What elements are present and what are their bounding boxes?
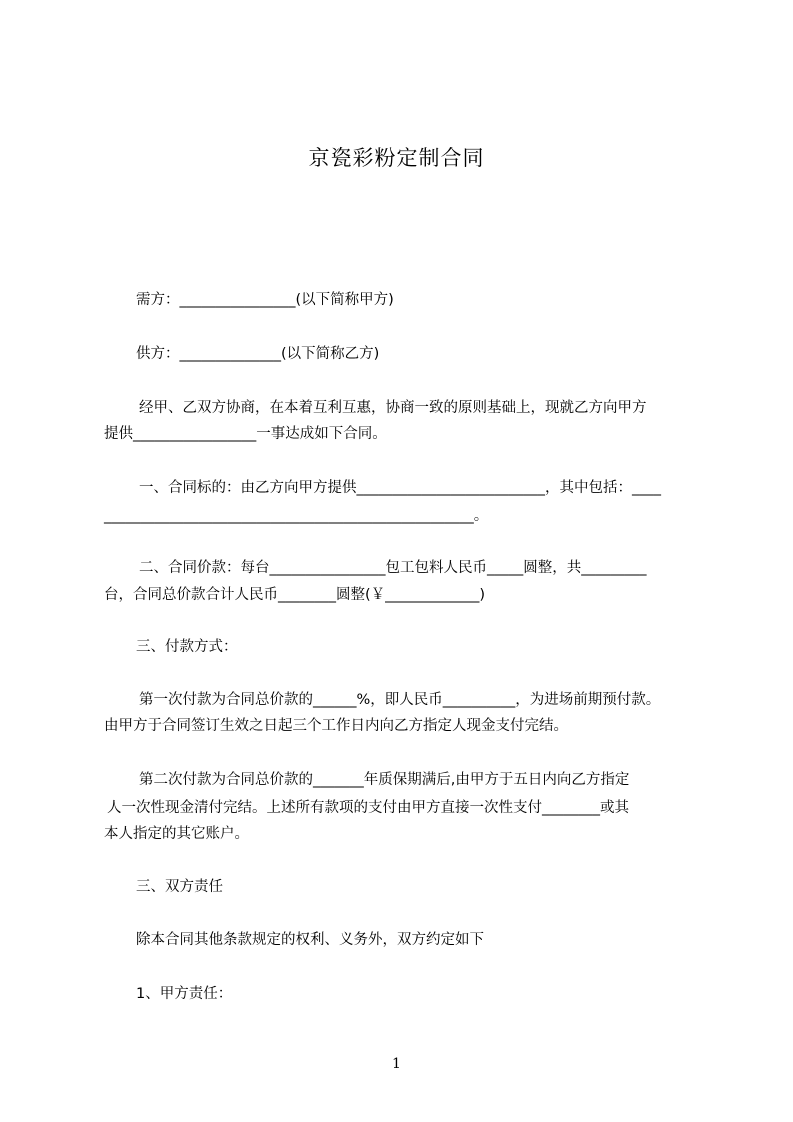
clause-2-line-1: 二、合同价款：每台________________包工包料人民币_____圆整，共_________ (139, 560, 647, 576)
clause-1-line-1: 一、合同标的：由乙方向甲方提供__________________________，其中包括：____ (139, 480, 661, 496)
payment-1-line-2: 由甲方于合同签订生效之日起三个工作日内向乙方指定人现金支付完结。 (104, 718, 568, 734)
clause-2-line-2: 台，合同总价款合计人民币________圆整(￥_____________) (104, 587, 486, 603)
responsibility-intro: 除本合同其他条款规定的权利、义务外，双方约定如下 (136, 932, 484, 948)
responsibility-heading: 三、双方责任 (136, 879, 223, 895)
page-number: 1 (392, 1056, 401, 1072)
buyer-line: 需方：________________(以下简称甲方) (136, 292, 394, 308)
payment-2-line-2: 人一次性现金清付完结。上述所有款项的支付由甲方直接一次性支付________或其 (107, 800, 629, 816)
clause-3-heading: 三、付款方式： (136, 639, 238, 655)
contract-title: 京瓷彩粉定制合同 (308, 146, 485, 170)
clause-1-line-2: ___________________________________________________。 (104, 508, 489, 524)
party-a-responsibility-heading: 1、甲方责任： (136, 986, 233, 1002)
preamble-line-1: 经甲、乙双方协商，在本着互利互惠，协商一致的原则基础上，现就乙方向甲方 (139, 400, 647, 416)
supplier-line: 供方：______________(以下简称乙方) (136, 346, 380, 362)
preamble-line-2: 提供_________________一事达成如下合同。 (104, 426, 387, 442)
payment-1-line-1: 第一次付款为合同总价款的______%，即人民币__________，为进场前期预付款。 (139, 692, 661, 708)
payment-2-line-1: 第二次付款为合同总价款的_______年质保期满后,由甲方于五日内向乙方指定 (139, 772, 630, 788)
payment-2-line-3: 本人指定的其它账户。 (104, 826, 249, 842)
